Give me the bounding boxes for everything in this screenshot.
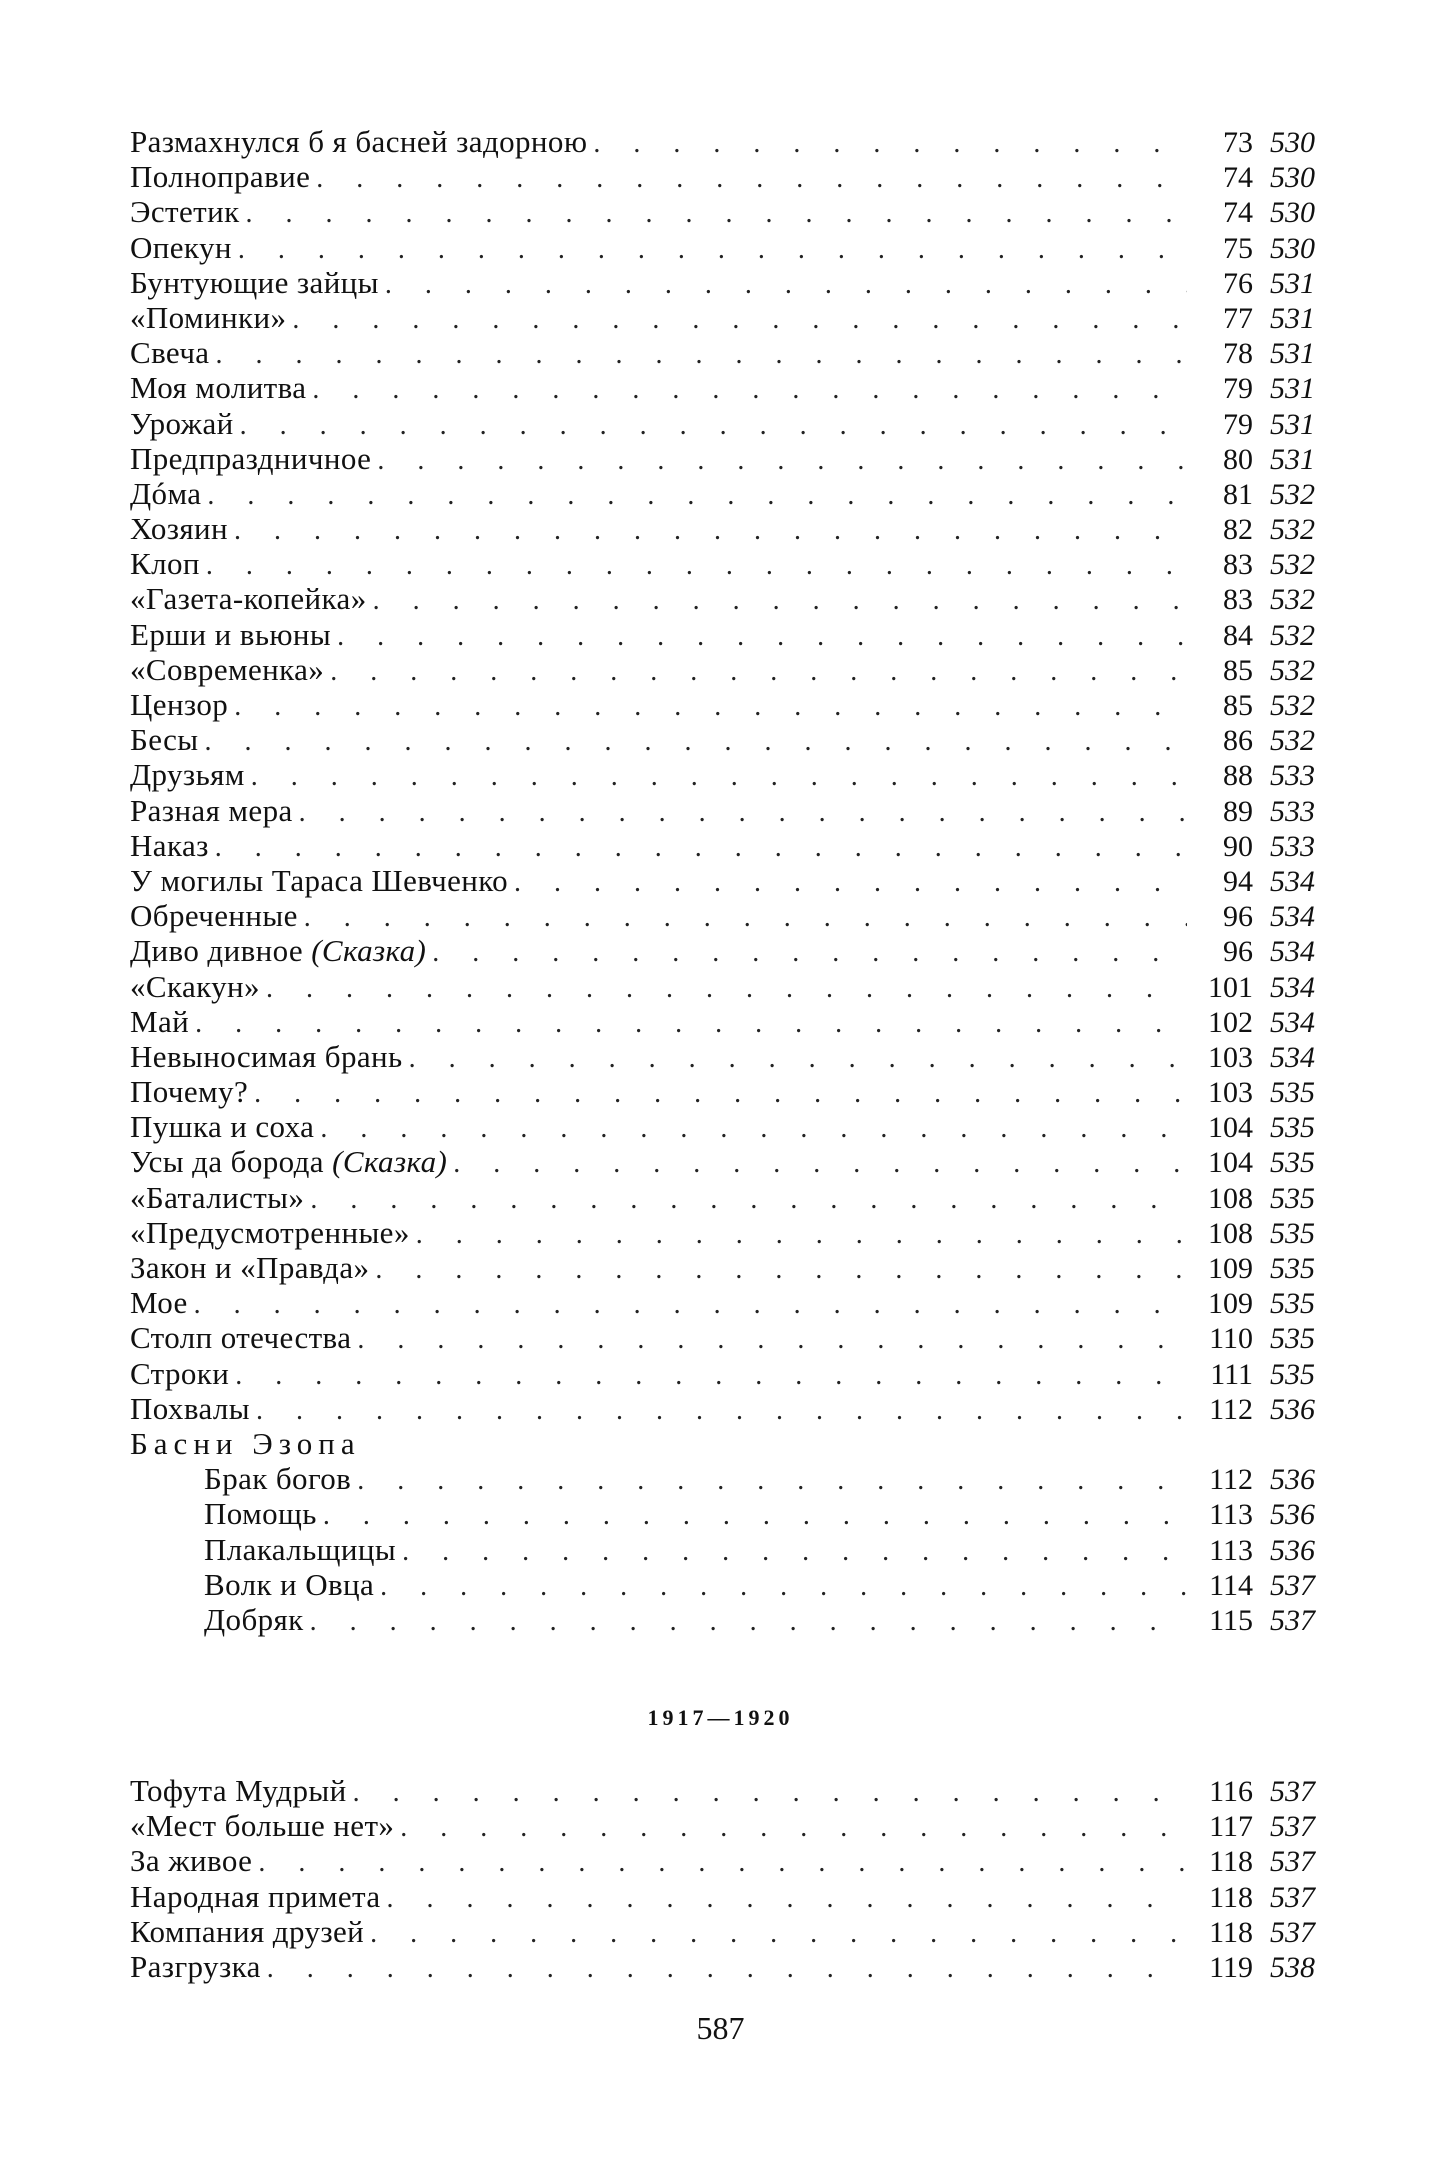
toc-entry: [130, 1773, 1315, 1808]
dot-leader: [245, 759, 1187, 794]
entry-notes-page: 532: [1270, 724, 1315, 758]
toc-entry: [130, 1180, 1315, 1215]
entry-page-number: 112: [1209, 1463, 1253, 1497]
entry-title: Строки: [130, 1355, 230, 1391]
entry-title: «Предусмотренные»: [130, 1214, 410, 1250]
toc-entries-aesop: [130, 1461, 1315, 1637]
entry-notes-page: 530: [1270, 126, 1315, 159]
toc-entry: [204, 1496, 1315, 1531]
entry-title: Диво дивное (Сказка): [130, 933, 427, 969]
entry-page-number: 75: [1223, 231, 1253, 265]
entry-page-number: 81: [1223, 477, 1253, 511]
entry-page-number: 78: [1223, 337, 1253, 371]
dot-leader: [306, 372, 1187, 407]
entry-page-number: 83: [1223, 548, 1253, 582]
section-heading: Басни Эзопа: [130, 1425, 361, 1461]
dot-leader: [587, 126, 1187, 161]
entry-page-number: 113: [1209, 1498, 1253, 1532]
toc-entry: [130, 863, 1315, 898]
dot-leader: [379, 267, 1187, 302]
entry-page-number: 113: [1209, 1533, 1253, 1567]
entry-title: Моя молитва: [130, 370, 307, 406]
entry-notes-page: 531: [1270, 407, 1315, 441]
dot-leader: [209, 830, 1187, 865]
entry-notes-page: 536: [1270, 1392, 1315, 1426]
entry-title: Дóма: [130, 475, 202, 511]
entry-title: Бесы: [130, 722, 199, 758]
entry-title: Полноправие: [130, 159, 311, 195]
entry-notes-page: 535: [1270, 1216, 1315, 1250]
entry-notes-page: 533: [1270, 829, 1315, 863]
entry-notes-page: 534: [1270, 864, 1315, 898]
entry-title: Мое: [130, 1285, 188, 1321]
entry-title: Усы да борода (Сказка): [130, 1144, 448, 1180]
dot-leader: [347, 1775, 1187, 1810]
toc-entry: [130, 1320, 1315, 1355]
entry-notes-page: 533: [1270, 759, 1315, 793]
entry-notes-page: 532: [1270, 548, 1315, 582]
entry-page-number: 118: [1209, 1845, 1253, 1879]
toc-entry: [130, 1109, 1315, 1144]
toc-entry: [130, 124, 1315, 159]
entry-page-number: 110: [1209, 1322, 1253, 1356]
entry-title: Закон и «Правда»: [130, 1250, 370, 1285]
toc-entry: [130, 1004, 1315, 1039]
toc-entry: [130, 1285, 1315, 1320]
entry-notes-page: 535: [1270, 1322, 1315, 1356]
entry-title: Тофута Мудрый: [130, 1773, 347, 1808]
toc-entry: [204, 1461, 1315, 1496]
entry-notes-page: 535: [1270, 1181, 1315, 1215]
entry-notes-page: 535: [1270, 1252, 1315, 1285]
dot-leader: [260, 971, 1187, 1006]
entry-page-number: 101: [1208, 970, 1253, 1004]
toc-entry: [130, 194, 1315, 229]
toc-entry: [130, 722, 1315, 757]
dot-leader: [228, 513, 1187, 548]
entry-title: Брак богов: [204, 1461, 352, 1497]
year-heading: 1917—1920: [647, 1705, 794, 1730]
entry-notes-page: 537: [1270, 1775, 1315, 1808]
dot-leader: [310, 161, 1187, 196]
dot-leader: [188, 1287, 1187, 1322]
entry-page-number: 109: [1208, 1252, 1253, 1285]
toc-entry: [130, 1074, 1315, 1109]
dot-leader: [396, 1534, 1187, 1569]
entry-title: Разгрузка: [130, 1948, 261, 1984]
entry-page-number: 76: [1223, 266, 1253, 300]
dot-leader: [314, 1111, 1187, 1146]
entry-page-number: 108: [1208, 1216, 1253, 1250]
entry-notes-page: 537: [1270, 1603, 1315, 1637]
toc-entry: [130, 441, 1315, 476]
entry-page-number: 103: [1208, 1076, 1253, 1110]
dot-leader: [200, 548, 1187, 583]
entry-title: Друзьям: [130, 757, 245, 793]
dot-leader: [374, 1569, 1187, 1604]
toc-entry: [130, 1356, 1315, 1391]
entry-notes-page: 532: [1270, 583, 1315, 617]
entry-page-number: 85: [1223, 689, 1253, 722]
entry-notes-page: 537: [1270, 1810, 1315, 1844]
entry-title: Размахнулся б я басней задорною: [130, 124, 588, 159]
toc-entry: [130, 793, 1315, 828]
entry-notes-page: 531: [1270, 337, 1315, 371]
toc-entry: [130, 230, 1315, 265]
toc-entry: [130, 687, 1315, 722]
entry-notes-page: 535: [1270, 1287, 1315, 1321]
entry-notes-page: 533: [1270, 794, 1315, 828]
entry-title: «Скакун»: [130, 968, 260, 1004]
toc-entry: [130, 581, 1315, 616]
dot-leader: [371, 443, 1187, 478]
entry-title: Урожай: [130, 405, 234, 441]
entry-title: Столп отечества: [130, 1320, 352, 1356]
page-number: 587: [696, 2010, 745, 2046]
dot-leader: [367, 583, 1187, 618]
dot-leader: [232, 232, 1187, 267]
dot-leader: [331, 619, 1187, 654]
entry-page-number: 80: [1223, 442, 1253, 476]
entry-title: Похвалы: [130, 1390, 250, 1426]
entry-title: «Газета-копейка»: [130, 581, 367, 617]
entry-title-note: (Сказка): [332, 1144, 448, 1180]
entry-notes-page: 530: [1270, 231, 1315, 265]
toc-entry: [130, 511, 1315, 546]
entry-page-number: 74: [1223, 196, 1253, 230]
dot-leader: [351, 1463, 1187, 1498]
toc-entry: [130, 828, 1315, 863]
entry-notes-page: 536: [1270, 1463, 1315, 1497]
entry-page-number: 88: [1223, 759, 1253, 793]
entry-page-number: 83: [1223, 583, 1253, 617]
entry-title: Клоп: [130, 546, 200, 582]
entry-title: Добряк: [204, 1601, 304, 1637]
entry-title: «Баталисты»: [130, 1179, 305, 1215]
dot-leader: [234, 408, 1187, 443]
toc-entry: [130, 1843, 1315, 1878]
dot-leader: [261, 1951, 1187, 1986]
entry-notes-page: 534: [1270, 900, 1315, 934]
dot-leader: [304, 1604, 1187, 1639]
entry-page-number: 108: [1208, 1181, 1253, 1215]
entry-title: Хозяин: [130, 511, 229, 547]
entry-notes-page: 531: [1270, 301, 1315, 335]
entry-title: Май: [130, 1003, 190, 1039]
dot-leader: [324, 654, 1187, 689]
entry-title: Обреченные: [130, 898, 298, 934]
entry-title: Разная мера: [130, 792, 293, 828]
entry-notes-page: 530: [1270, 196, 1315, 230]
toc-entry: [130, 1215, 1315, 1250]
toc-entries: [130, 1773, 1315, 1984]
dot-leader: [286, 302, 1187, 337]
entry-notes-page: 534: [1270, 1005, 1315, 1039]
entry-page-number: 85: [1223, 653, 1253, 687]
entry-notes-page: 535: [1270, 1111, 1315, 1145]
entry-page-number: 118: [1209, 1880, 1253, 1914]
entry-notes-page: 535: [1270, 1146, 1315, 1180]
entry-page-number: 115: [1209, 1603, 1253, 1637]
entry-page-number: 84: [1223, 618, 1253, 652]
toc-entry: [130, 617, 1315, 652]
dot-leader: [381, 1881, 1187, 1916]
dot-leader: [410, 1217, 1187, 1252]
dot-leader: [209, 337, 1187, 372]
toc-entry: [130, 898, 1315, 933]
entry-title: Ерши и вьюны: [130, 616, 332, 652]
toc-entry: [130, 159, 1315, 194]
dot-leader: [293, 795, 1187, 830]
entry-title: За живое: [130, 1843, 253, 1879]
entry-page-number: 77: [1223, 301, 1253, 335]
entry-title-note: (Сказка): [311, 933, 427, 969]
entry-notes-page: 532: [1270, 513, 1315, 547]
toc-entry: [130, 652, 1315, 687]
entry-title: Невыносимая брань: [130, 1038, 403, 1074]
toc-entry: [130, 1391, 1315, 1426]
toc-entry: [130, 1808, 1315, 1843]
entry-page-number: 102: [1208, 1005, 1253, 1039]
toc-entry: [130, 300, 1315, 335]
entry-notes-page: 537: [1270, 1915, 1315, 1949]
dot-leader: [189, 1006, 1187, 1041]
toc-entry: [130, 546, 1315, 581]
entry-title: Почему?: [130, 1074, 249, 1110]
entry-page-number: 96: [1223, 935, 1253, 969]
entry-page-number: 103: [1208, 1040, 1253, 1074]
entry-page-number: 79: [1223, 372, 1253, 406]
entry-title: «Поминки»: [130, 299, 287, 335]
entry-notes-page: 531: [1270, 266, 1315, 300]
entry-title: Цензор: [130, 687, 229, 722]
entry-page-number: 117: [1209, 1810, 1253, 1844]
entry-page-number: 86: [1223, 724, 1253, 758]
entry-page-number: 104: [1208, 1111, 1253, 1145]
dot-leader: [201, 478, 1187, 513]
dot-leader: [250, 1393, 1187, 1428]
entry-title: У могилы Тараса Шевченко: [130, 862, 509, 898]
entry-title: Предпраздничное: [130, 440, 372, 476]
entry-notes-page: 532: [1270, 653, 1315, 687]
entry-title: Свеча: [130, 335, 210, 371]
dot-leader: [508, 865, 1187, 900]
entry-page-number: 82: [1223, 513, 1253, 547]
dot-leader: [447, 1146, 1187, 1181]
dot-leader: [304, 1182, 1187, 1217]
toc-entry: [130, 406, 1315, 441]
dot-leader: [248, 1076, 1187, 1111]
toc-entry: [204, 1567, 1315, 1602]
dot-leader: [369, 1252, 1187, 1287]
entry-notes-page: 538: [1270, 1950, 1315, 1984]
entry-title: Компания друзей: [130, 1913, 365, 1949]
toc-entry: [130, 1879, 1315, 1914]
entry-title: Народная примета: [130, 1878, 381, 1914]
toc-entry: [130, 265, 1315, 300]
dot-leader: [317, 1498, 1187, 1533]
entry-page-number: 114: [1209, 1568, 1253, 1602]
entry-title: «Современка»: [130, 651, 325, 687]
toc-entry: [130, 370, 1315, 405]
toc-list-1917-1920: [130, 1773, 1315, 1984]
dot-leader: [252, 1845, 1187, 1880]
entry-notes-page: 537: [1270, 1880, 1315, 1914]
entry-notes-page: 535: [1270, 1076, 1315, 1110]
entry-notes-page: 531: [1270, 442, 1315, 476]
entry-notes-page: 534: [1270, 935, 1315, 969]
entry-page-number: 79: [1223, 407, 1253, 441]
toc-entry: [204, 1602, 1315, 1637]
dot-leader: [394, 1810, 1187, 1845]
entry-page-number: 74: [1223, 161, 1253, 195]
dot-leader: [298, 900, 1187, 935]
dot-leader: [240, 196, 1187, 231]
toc-entry: [130, 1914, 1315, 1949]
entry-page-number: 104: [1208, 1146, 1253, 1180]
entry-notes-page: 531: [1270, 372, 1315, 406]
entry-page-number: 111: [1210, 1357, 1253, 1391]
entry-title: Наказ: [130, 827, 209, 863]
toc-entry: [130, 1039, 1315, 1074]
entry-notes-page: 534: [1270, 1040, 1315, 1074]
entry-title: Бунтующие зайцы: [130, 264, 379, 300]
toc-entry: [130, 969, 1315, 1004]
entry-title: Пушка и соха: [130, 1109, 315, 1145]
dot-leader: [229, 1358, 1187, 1393]
toc-entry: [130, 757, 1315, 792]
entry-page-number: 96: [1223, 900, 1253, 934]
entry-page-number: 109: [1208, 1287, 1253, 1321]
dot-leader: [199, 724, 1187, 759]
toc-entry: [130, 1250, 1315, 1285]
dot-leader: [364, 1916, 1187, 1951]
toc-entries: [130, 124, 1315, 1426]
entry-title: Эстетик: [130, 194, 240, 230]
entry-page-number: 90: [1223, 829, 1253, 863]
entry-notes-page: 537: [1270, 1568, 1315, 1602]
toc-entry: [204, 1532, 1315, 1567]
toc-entry: [130, 335, 1315, 370]
dot-leader: [403, 1041, 1187, 1076]
entry-page-number: 116: [1209, 1775, 1253, 1808]
dot-leader: [426, 935, 1187, 970]
entry-page-number: 118: [1209, 1915, 1253, 1949]
entry-notes-page: 537: [1270, 1845, 1315, 1879]
entry-title: «Мест больше нет»: [130, 1808, 395, 1844]
entry-notes-page: 532: [1270, 477, 1315, 511]
entry-notes-page: 532: [1270, 689, 1315, 722]
entry-page-number: 112: [1209, 1392, 1253, 1426]
entry-page-number: 89: [1223, 794, 1253, 828]
entry-page-number: 73: [1223, 126, 1253, 159]
entry-page-number: 94: [1223, 864, 1253, 898]
entry-notes-page: 534: [1270, 970, 1315, 1004]
entry-title: Плакальщицы: [204, 1531, 397, 1567]
toc-entry: [130, 1949, 1315, 1984]
entry-notes-page: 536: [1270, 1533, 1315, 1567]
entry-title: Помощь: [204, 1496, 317, 1532]
toc-entry: [130, 476, 1315, 511]
entry-notes-page: 535: [1270, 1357, 1315, 1391]
toc-entry: [130, 1144, 1315, 1179]
dot-leader: [351, 1322, 1187, 1357]
entry-notes-page: 536: [1270, 1498, 1315, 1532]
entry-page-number: 119: [1209, 1950, 1253, 1984]
toc-list-main: [130, 124, 1315, 1637]
toc-entry: [130, 933, 1315, 968]
entry-title: Волк и Овца: [204, 1566, 375, 1602]
entry-notes-page: 530: [1270, 161, 1315, 195]
entry-notes-page: 532: [1270, 618, 1315, 652]
entry-title: Опекун: [130, 229, 232, 265]
dot-leader: [228, 689, 1187, 724]
